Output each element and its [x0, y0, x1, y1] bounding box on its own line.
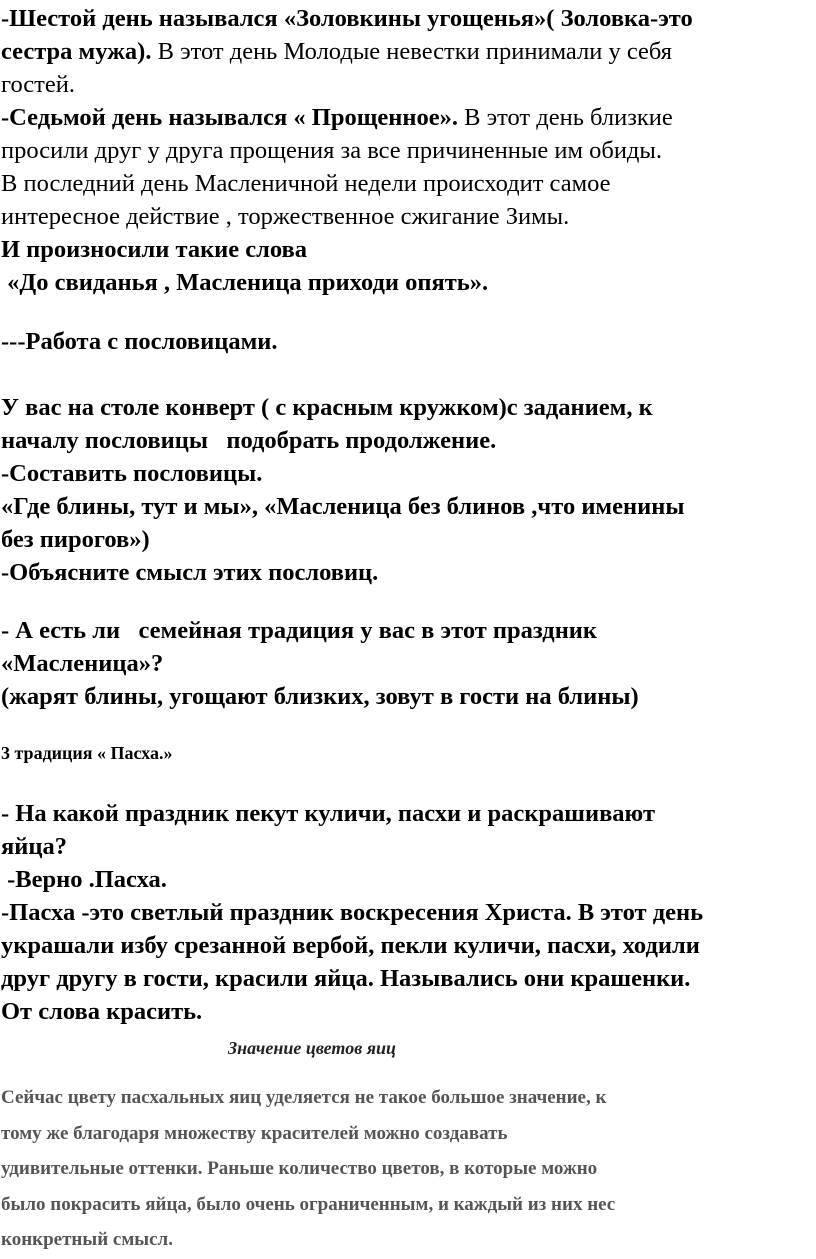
- sixth-day-regular-2: В этот день Молодые невестки принимали у себя: [151, 38, 673, 65]
- egg-colors-line-1: Сейчас цвету пасхальных яиц уделяется не такое большое значение, к: [1, 1087, 607, 1108]
- egg-colors-line-4: было покрасить яйца, было очень ограниченным, и каждый из них нес: [1, 1193, 616, 1215]
- paragraph-family-tradition: [1, 614, 639, 713]
- easter-line-6: друг другу в гости, красили яйца. Назывались они крашенки.: [1, 965, 691, 992]
- easter-line-5: украшали избу срезанной вербой, пекли куличи, пасхи, ходили: [1, 932, 700, 959]
- egg-colors-title: Значение цветов яиц: [228, 1038, 397, 1058]
- egg-colors-line-5: конкретный смысл.: [1, 1229, 173, 1250]
- task-line-4: «Где блины, тут и мы», «Масленица без блинов ,что именины: [1, 493, 685, 520]
- question-line-3: (жарят блины, угощают близких, зовут в гости на блины): [1, 683, 639, 710]
- paragraph-easter: [1, 797, 703, 1028]
- task-line-2: началу пословицы подобрать продолжение.: [1, 427, 497, 454]
- paragraph-proverbs-task: [1, 391, 684, 589]
- egg-colors-line-2: тому же благодаря множеству красителей можно создавать: [1, 1122, 508, 1144]
- seventh-day-line-2: просили друг у друга прощения за все причиненные им обиды.: [1, 137, 662, 164]
- last-day-line-2: интересное действие , торжественное сжигание Зимы.: [1, 203, 570, 230]
- seventh-day-regular-1: В этот день близкие: [458, 104, 673, 131]
- paragraph-last-day: [1, 167, 611, 233]
- paragraph-seventh-day: [1, 101, 673, 167]
- question-line-2: «Масленица»?: [1, 650, 164, 677]
- easter-line-1: - На какой праздник пекут куличи, пасхи и раскрашивают: [1, 800, 655, 827]
- egg-colors-line-3: удивительные оттенки. Раньше количество цветов, в которые можно: [1, 1158, 598, 1179]
- paragraph-egg-colors: [1, 1080, 615, 1258]
- question-line-1: - А есть ли семейная традиция у вас в этот праздник: [1, 617, 598, 644]
- seventh-day-bold-1: -Седьмой день назывался « Прощенное».: [1, 104, 459, 131]
- farewell-line-2: «До свиданья , Масленица приходи опять».: [1, 269, 489, 296]
- section-heading-proverbs: ---Работа с пословицами.: [1, 328, 278, 355]
- last-day-line-1: В последний день Масленичной недели происходит самое: [1, 170, 611, 197]
- task-line-5: без пирогов»): [1, 526, 150, 553]
- sixth-day-line-3: гостей.: [1, 71, 75, 98]
- paragraph-sixth-day: [1, 2, 693, 101]
- farewell-line-1: И произносили такие слова: [1, 236, 308, 263]
- easter-line-2: яйца?: [1, 833, 67, 860]
- sixth-day-bold-2: сестра мужа).: [1, 38, 152, 65]
- tradition-3-heading: 3 традиция « Пасха.»: [1, 743, 173, 763]
- task-line-1: У вас на столе конверт ( с красным кружком)с заданием, к: [1, 394, 653, 421]
- easter-line-4: -Пасха -это светлый праздник воскресения Христа. В этот день: [1, 899, 704, 926]
- task-line-3: -Составить пословицы.: [1, 460, 263, 487]
- task-line-6: -Объясните смысл этих пословиц.: [1, 559, 379, 586]
- easter-line-3: -Верно .Пасха.: [1, 866, 167, 893]
- sixth-day-line-1: -Шестой день назывался «Золовкины угощенья»( Золовка-это: [1, 5, 693, 32]
- easter-line-7: От слова красить.: [1, 998, 203, 1025]
- paragraph-farewell-words: [1, 233, 488, 299]
